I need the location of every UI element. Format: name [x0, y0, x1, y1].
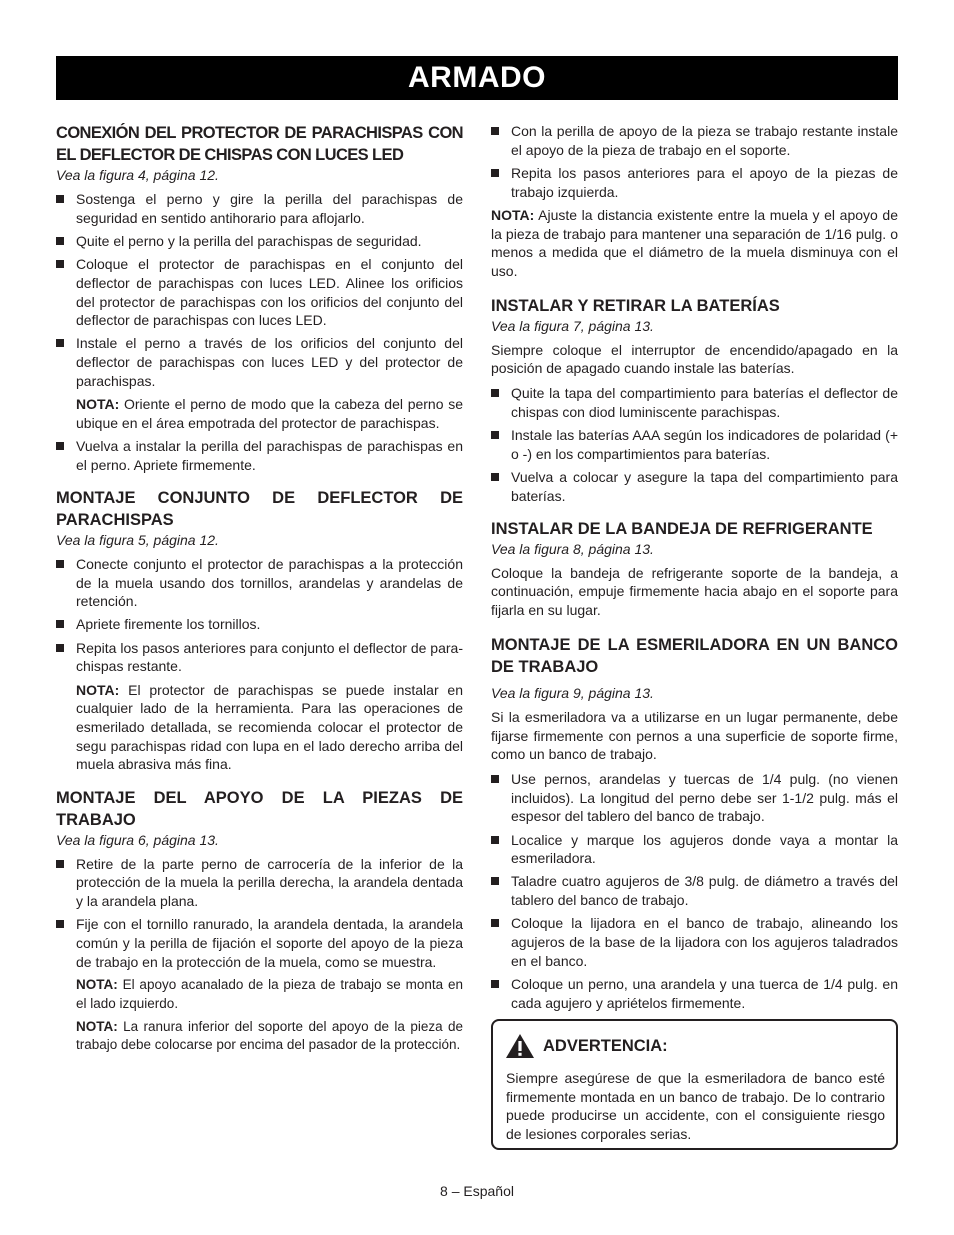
warning-text: Siempre asegúrese de que la esmeriladora de banco esté firmemente montada en un banco de trabajo. De lo contrario puede producirse un accidente, con el consiguiente riesgo de lesiones corporales serias. — [506, 1070, 885, 1143]
note-text: NOTA: Ajuste la distancia existente entre la muela y el apoyo de la pieza de trabajo para mantener una separación de 1/16 pulg. o menos a medida que el diámetro de la muela disminuya con el uso. — [491, 206, 898, 279]
bullet-square-icon — [56, 644, 64, 652]
figure-reference: Vea la figura 5, página 12. — [56, 531, 219, 548]
list-item: Quite la tapa del compartimiento para baterías el deflector de chispas con diod luminiscente parachispas. — [491, 384, 898, 421]
figure-reference: Vea la figura 9, página 13. — [491, 684, 654, 701]
bullet-square-icon — [56, 560, 64, 568]
list-item: Con la perilla de apoyo de la pieza se trabajo restante instale el apoyo de la pieza de trabajo en el soporte. — [491, 122, 898, 159]
note-text: NOTA: El protector de parachispas se puede instalar en cualquier lado de la herramienta. Para las operaciones de esmerilado detallada, se recomienda colocar el protector de segu parachispas ridad con lupa en el lado derecho arriba del muela abrasiva más fina. — [76, 681, 463, 773]
list-item: Repita los pasos anteriores para conjunto el deflector de para- chispas restante. — [56, 639, 463, 676]
list-item: Coloque la lijadora en el banco de trabajo, alineando los agujeros de la base de la lijadora con los agujeros taladrados en el banco. — [491, 914, 898, 970]
bullet-square-icon — [56, 237, 64, 245]
warning-box — [491, 1019, 898, 1150]
section-title-batteries: INSTALAR Y RETIRAR LA BATERÍAS — [491, 296, 780, 315]
bullet-square-icon — [491, 473, 499, 481]
bullet-square-icon — [56, 260, 64, 268]
step-list — [491, 770, 898, 1012]
bullet-square-icon — [491, 836, 499, 844]
body-paragraph: Si la esmeriladora va a utilizarse en un lugar permanente, debe fijarse firmemente con pernos a una superficie de soporte firme, como un banco de trabajo. — [491, 708, 898, 763]
list-item: Localice y marque los agujeros donde vaya a montar la esmeriladora. — [491, 831, 898, 868]
figure-reference: Vea la figura 4, página 12. — [56, 167, 219, 183]
right-column — [491, 122, 898, 1017]
body-paragraph: Coloque la bandeja de refrigerante soporte de la bandeja, a continuación, empuje firmemente hacia abajo en el soporte para fijarla en su lugar. — [491, 564, 898, 619]
bullet-square-icon — [491, 169, 499, 177]
list-item: Vuelva a instalar la perilla del parachispas de parachispas en el perno. Apriete firmemente. — [56, 437, 463, 474]
step-list — [491, 122, 898, 201]
list-item: Vuelva a colocar y asegure la tapa del compartimiento para baterías. — [491, 468, 898, 505]
list-item: Apriete firemente los tornillos. — [56, 615, 463, 634]
body-paragraph: Siempre coloque el interruptor de encendido/apagado en la posición de apagado cuando instale las baterías. — [491, 341, 898, 377]
list-item: Coloque el protector de parachispas en el conjunto del deflector de parachispas con luces LED. Alinee los orificios del protector de parachispas con los orificios del conjunto del deflector de parachispas con luces LED. — [56, 255, 463, 330]
bullet-square-icon — [56, 620, 64, 628]
bullet-square-icon — [56, 860, 64, 868]
figure-reference: Vea la figura 6, página 13. — [56, 831, 219, 848]
section-title-spark-guard-connection: CONEXIÓN DEL PROTECTOR DE PARACHISPAS CON EL DEFLECTOR DE CHISPAS CON LUCES LED — [56, 124, 463, 164]
list-item: Taladre cuatro agujeros de 3/8 pulg. de diámetro a través del tablero del banco de trabajo. — [491, 872, 898, 909]
figure-reference: Vea la figura 8, página 13. — [491, 540, 654, 557]
list-item: Coloque un perno, una arandela y una tuerca de 1/4 pulg. en cada agujero y apriételos firmemente. — [491, 975, 898, 1012]
note-text: NOTA: La ranura inferior del soporte del apoyo de la pieza de trabajo debe colocarse por encima del pasador de la protección. — [76, 1018, 463, 1053]
step-list — [491, 384, 898, 505]
step-list — [56, 190, 463, 391]
note-text: NOTA: Oriente el perno de modo que la cabeza del perno se ubique en el área empotrada del protector de parachispas. — [76, 396, 463, 431]
bullet-square-icon — [491, 127, 499, 135]
note-text: NOTA: El apoyo acanalado de la pieza de trabajo se monta en el lado izquierdo. — [76, 976, 463, 1011]
list-item: Sostenga el perno y gire la perilla del parachispas de seguridad en sentido antihorario para aflojarlo. — [56, 190, 463, 227]
list-item: Repita los pasos anteriores para el apoyo de la piezas de trabajo izquierda. — [491, 164, 898, 201]
warning-triangle-icon — [505, 1033, 535, 1059]
page-footer: 8 – Español — [440, 1183, 514, 1199]
left-column — [56, 122, 463, 1060]
list-item: Retire de la parte perno de carrocería de la inferior de la protección de la muela la perilla derecha, la arandela dentada y la arandela plana. — [56, 855, 463, 911]
page-banner-title: ARMADO — [56, 56, 898, 100]
list-item: Quite el perno y la perilla del parachispas de seguridad. — [56, 232, 463, 251]
section-title-bench-mounting: MONTAJE DE LA ESMERILADORA EN UN BANCO DE TRABAJO — [491, 635, 898, 676]
step-list — [56, 555, 463, 676]
bullet-square-icon — [56, 920, 64, 928]
list-item: Conecte conjunto el protector de parachispas a la protección de la muela usando dos tornillos, arandelas y arandelas de retención. — [56, 555, 463, 611]
step-list — [56, 855, 463, 972]
section-title-coolant-tray: INSTALAR DE LA BANDEJA DE REFRIGERANTE — [491, 519, 873, 538]
list-item: Instale las baterías AAA según los indicadores de polaridad (+ o -) en los compartimientos para baterías. — [491, 426, 898, 463]
figure-reference: Vea la figura 7, página 13. — [491, 317, 654, 334]
bullet-square-icon — [491, 431, 499, 439]
list-item: Use pernos, arandelas y tuercas de 1/4 pulg. (no vienen incluidos). La longitud del perno debe ser 1-1/2 pulg. más el espesor del tablero del banco de trabajo. — [491, 770, 898, 826]
step-list — [56, 437, 463, 474]
bullet-square-icon — [491, 389, 499, 397]
bullet-square-icon — [56, 339, 64, 347]
warning-title: ADVERTENCIA: — [543, 1037, 668, 1055]
bullet-square-icon — [491, 980, 499, 988]
bullet-square-icon — [56, 195, 64, 203]
bullet-square-icon — [491, 919, 499, 927]
bullet-square-icon — [491, 775, 499, 783]
section-title-work-rest-assembly: MONTAJE DEL APOYO DE LA PIEZAS DE TRABAJO — [56, 788, 463, 829]
list-item: Fije con el tornillo ranurado, la arandela dentada, la arandela común y la perilla de fijación el soporte del apoyo de la pieza de trabajo en la protección de la muela, como se muestra. — [56, 915, 463, 971]
list-item: Instale el perno a través de los orificios del conjunto del deflector de parachispas con luces LED y del protector de parachispas. — [56, 334, 463, 390]
bullet-square-icon — [491, 877, 499, 885]
bullet-square-icon — [56, 442, 64, 450]
section-title-deflector-assembly: MONTAJE CONJUNTO DE DEFLECTOR DE PARACHISPAS — [56, 488, 463, 529]
